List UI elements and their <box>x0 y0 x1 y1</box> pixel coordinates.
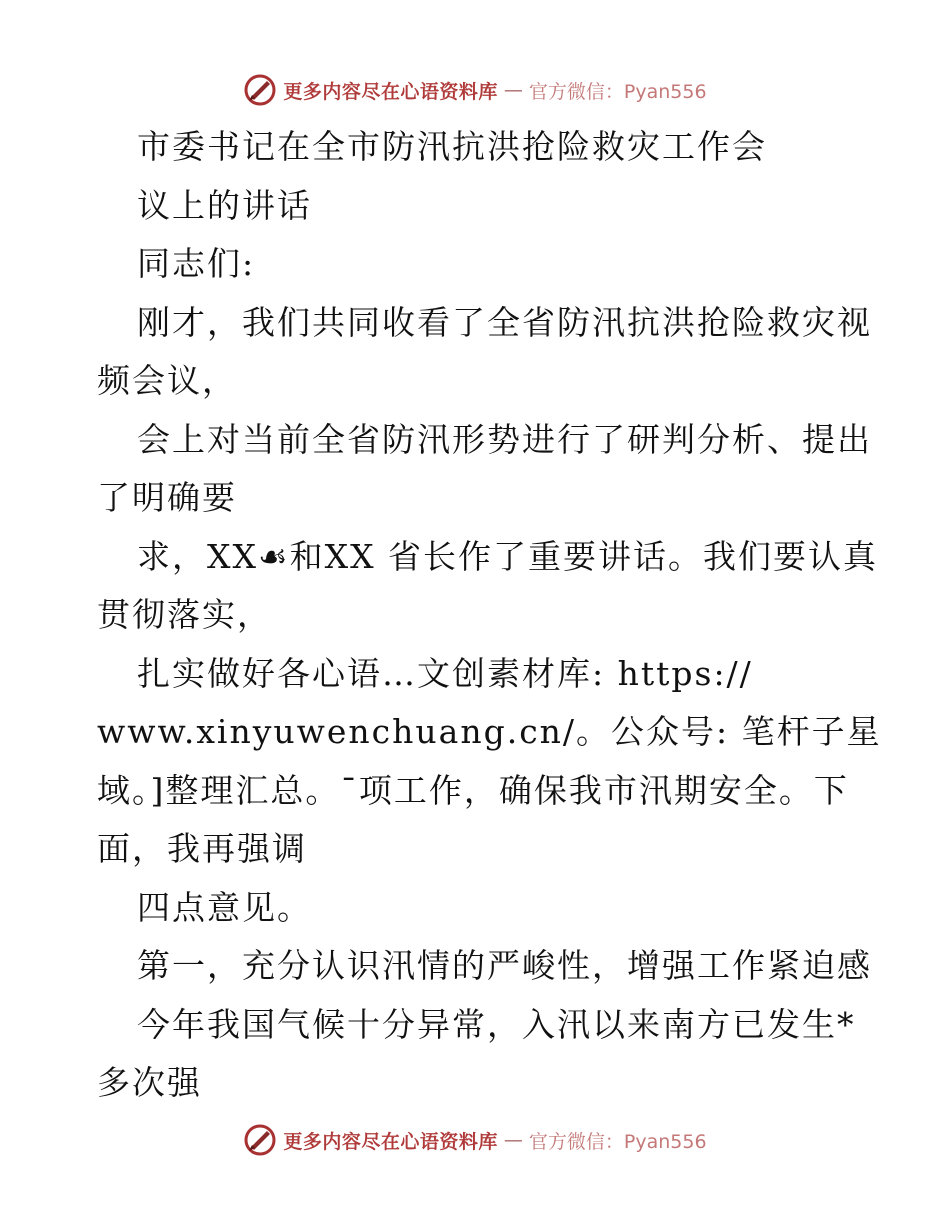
text-line: 多次强 <box>97 1063 202 1102</box>
footer-banner-text: 更多内容尽在心语资料库 <box>283 1130 498 1153</box>
footer-banner-wechat: 官方微信：Pyan556 <box>528 1130 707 1153</box>
text-line: 四点意见。 <box>137 887 312 927</box>
text-line: 频会议， <box>97 361 237 400</box>
text-line: 同志们: <box>137 244 256 283</box>
header-banner-inner <box>243 73 706 107</box>
footer-banner-inner <box>243 1123 706 1157</box>
text-line: 贯彻落实， <box>97 595 272 634</box>
pen-seal-icon <box>243 1123 277 1157</box>
header-banner <box>0 70 950 110</box>
footer-banner-dash: — <box>503 1129 523 1151</box>
header-banner-text: 更多内容尽在心语资料库 <box>283 80 498 103</box>
text-line: 域。]整理汇总。¯项工作，确保我市汛期安全。下 <box>97 770 849 810</box>
header-banner-dash: — <box>503 79 523 101</box>
footer-banner <box>0 1120 950 1160</box>
text-line: 刚才，我们共同收看了全省防汛抗洪抢险救灾视 <box>137 302 872 342</box>
text-line: 会上对当前全省防汛形势进行了研判分析、提出 <box>137 419 872 459</box>
text-line: 今年我国气候十分异常，入汛以来南方已发生* <box>137 1004 856 1044</box>
text-line: 第一，充分认识汛情的严峻性，增强工作紧迫感 <box>137 946 872 985</box>
text-line: 求，XX☙和XX 省长作了重要讲话。我们要认真 <box>137 536 879 576</box>
text-line: www.xinyuwenchuang.cn/。公众号: 笔杆子星 <box>97 712 882 751</box>
text-line: 面，我再强调 <box>97 829 307 868</box>
text-line: 议上的讲话 <box>137 185 312 225</box>
text-line: 扎实做好各心语…文创素材库: https:// <box>137 653 753 693</box>
header-banner-wechat: 官方微信：Pyan556 <box>528 80 707 103</box>
text-line: 了明确要 <box>97 478 237 517</box>
document-body <box>97 118 882 1113</box>
pen-seal-icon <box>243 73 277 107</box>
text-line: 市委书记在全市防汛抗洪抢险救灾工作会 <box>137 127 767 166</box>
